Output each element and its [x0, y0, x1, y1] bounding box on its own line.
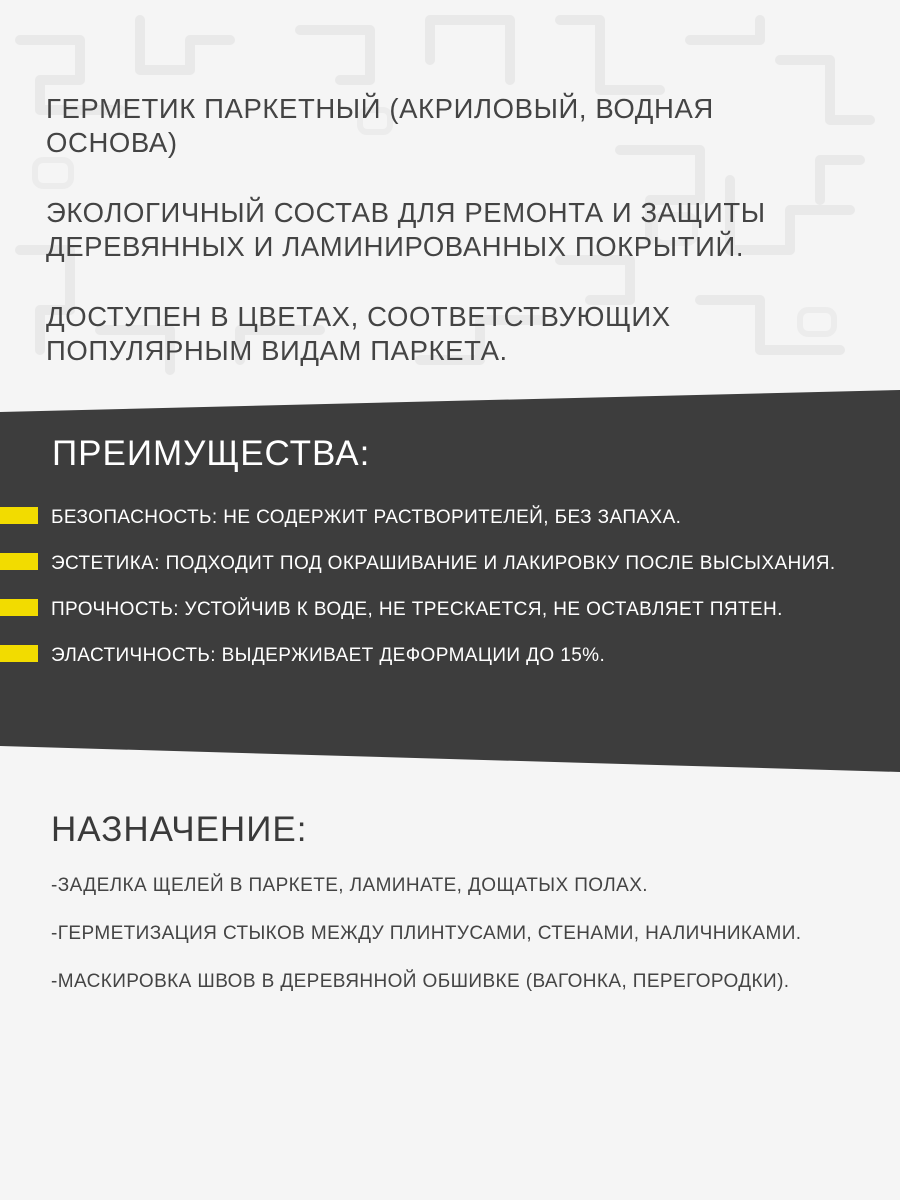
purpose-section	[51, 808, 851, 1018]
yellow-bullet-marker	[0, 599, 38, 616]
purpose-item: -МАСКИРОВКА ШВОВ В ДЕРЕВЯННОЙ ОБШИВКЕ (ВАГОНКА, ПЕРЕГОРОДКИ).	[51, 971, 790, 992]
benefits-section	[0, 420, 900, 690]
yellow-bullet-marker	[0, 645, 38, 662]
benefits-list	[0, 506, 900, 668]
intro-colors-note: ДОСТУПЕН В ЦВЕТАХ, СООТВЕТСТВУЮЩИХ ПОПУЛЯРНЫМ ВИДАМ ПАРКЕТА.	[46, 301, 671, 366]
benefit-item	[0, 598, 900, 622]
benefit-text: БЕЗОПАСНОСТЬ: НЕ СОДЕРЖИТ РАСТВОРИТЕЛЕЙ, БЕЗ ЗАПАХА.	[51, 507, 682, 528]
intro-product-title: ГЕРМЕТИК ПАРКЕТНЫЙ (АКРИЛОВЫЙ, ВОДНАЯ ОСНОВА)	[46, 93, 714, 158]
benefit-item	[0, 506, 900, 530]
intro-description: ЭКОЛОГИЧНЫЙ СОСТАВ ДЛЯ РЕМОНТА И ЗАЩИТЫ ДЕРЕВЯННЫХ И ЛАМИНИРОВАННЫХ ПОКРЫТИЙ.	[46, 197, 766, 262]
benefit-text: ПРОЧНОСТЬ: УСТОЙЧИВ К ВОДЕ, НЕ ТРЕСКАЕТСЯ, НЕ ОСТАВЛЯЕТ ПЯТЕН.	[51, 599, 783, 620]
benefit-text: ЭСТЕТИКА: ПОДХОДИТ ПОД ОКРАШИВАНИЕ И ЛАКИРОВКУ ПОСЛЕ ВЫСЫХАНИЯ.	[51, 553, 836, 574]
yellow-bullet-marker	[0, 553, 38, 570]
intro-section	[46, 92, 846, 404]
benefit-item	[0, 552, 900, 576]
purpose-item: -ЗАДЕЛКА ЩЕЛЕЙ В ПАРКЕТЕ, ЛАМИНАТЕ, ДОЩАТЫХ ПОЛАХ.	[51, 875, 648, 896]
benefits-heading: ПРЕИМУЩЕСТВА:	[52, 434, 371, 473]
benefit-text: ЭЛАСТИЧНОСТЬ: ВЫДЕРЖИВАЕТ ДЕФОРМАЦИИ ДО 15%.	[51, 645, 606, 666]
benefit-item	[0, 644, 900, 668]
purpose-heading: НАЗНАЧЕНИЕ:	[51, 810, 308, 849]
yellow-bullet-marker	[0, 507, 38, 524]
purpose-item: -ГЕРМЕТИЗАЦИЯ СТЫКОВ МЕЖДУ ПЛИНТУСАМИ, СТЕНАМИ, НАЛИЧНИКАМИ.	[51, 923, 802, 944]
